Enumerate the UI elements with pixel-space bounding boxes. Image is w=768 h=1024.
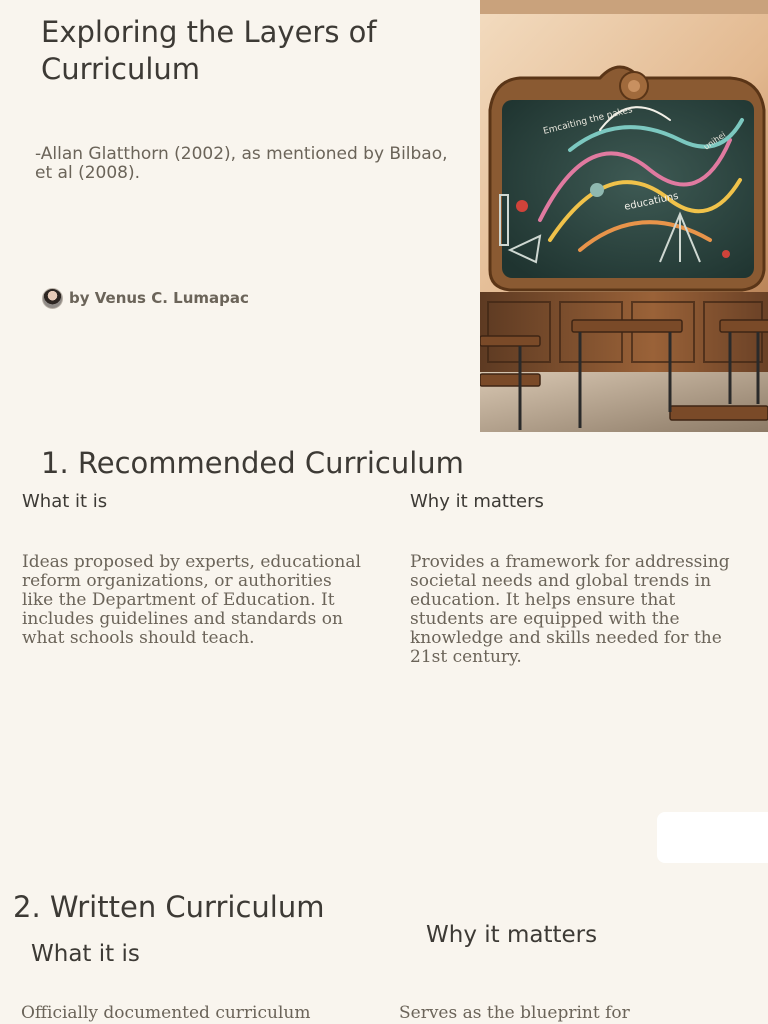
chalk-text-2: educatiuns	[623, 190, 680, 213]
section1-what-body: Ideas proposed by experts, educational reform organizations, or authorities like the Department of Education. It includes guidelines and standards on what schools should teach.	[22, 552, 361, 648]
section2-why-body: Serves as the blueprint for	[399, 1003, 630, 1023]
avatar	[42, 288, 63, 309]
classroom-chalkboard-illustration	[480, 0, 768, 432]
section2-what-body: Officially documented curriculum	[21, 1003, 311, 1023]
page-title: Exploring the Layers of Curriculum	[41, 15, 377, 86]
section1-why-heading: Why it matters	[410, 491, 544, 512]
section1-why-body: Provides a framework for addressing societal needs and global trends in education. It helps ensure that students are equipped with the knowledge and skills needed for the 21st century.	[410, 552, 730, 667]
blank-card	[657, 812, 768, 863]
chalk-text-1: Emcaiting the pakes	[542, 105, 634, 137]
attribution-quote: -Allan Glatthorn (2002), as mentioned by Bilbao, et al (2008).	[35, 144, 448, 183]
section2-title: 2. Written Curriculum	[13, 890, 325, 924]
section2-why-heading: Why it matters	[426, 922, 598, 948]
chalk-text-3: unihei	[701, 130, 728, 152]
hero-image	[480, 0, 768, 432]
author-name: by Venus C. Lumapac	[69, 289, 249, 307]
section2-what-heading: What it is	[31, 941, 140, 967]
section1-what-heading: What it is	[22, 491, 108, 512]
section1-title: 1. Recommended Curriculum	[41, 446, 464, 480]
author-byline	[42, 288, 249, 308]
